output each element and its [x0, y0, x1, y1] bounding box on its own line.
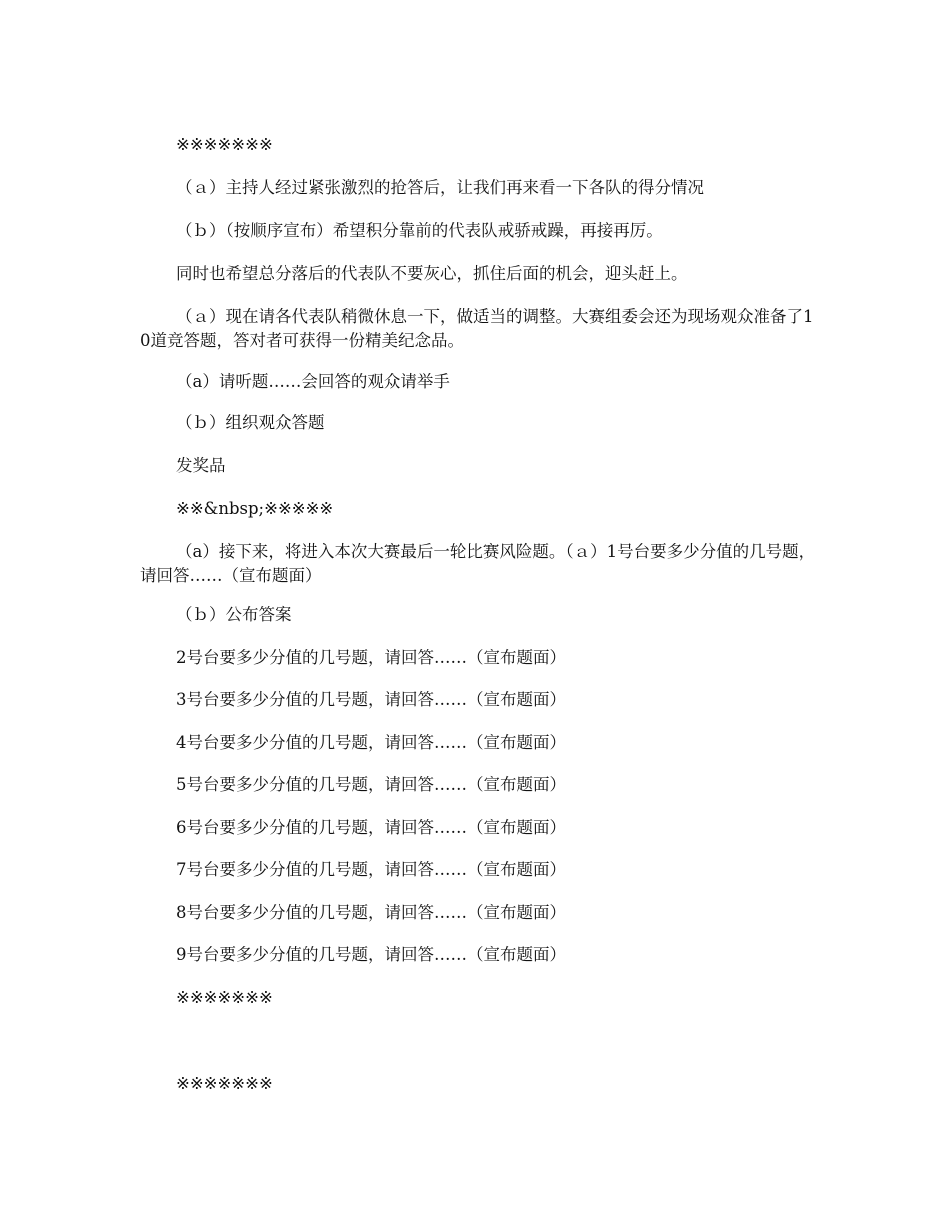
paragraph-encourage: 同时也希望总分落后的代表队不要灰心，抓住后面的机会，迎头赶上。 — [176, 264, 688, 283]
paragraph-break-audience: （ａ）现在请各代表队稍微休息一下，做适当的调整。大赛组委会还为现场观众准备了10道竞答题，答对者可获得一份精美纪念品。 — [140, 307, 814, 350]
paragraph-team-8: 8号台要多少分值的几号题，请回答……（宣布题面） — [176, 903, 566, 922]
paragraph-publish-answer: （ｂ）公布答案 — [176, 605, 292, 624]
paragraph-team-9: 9号台要多少分值的几号题，请回答……（宣布题面） — [176, 945, 566, 964]
separator-top: ※※※※※※※ — [176, 135, 273, 154]
paragraph-listen-question: （a）请听题……会回答的观众请举手 — [176, 372, 450, 391]
paragraph-team-5: 5号台要多少分值的几号题，请回答……（宣布题面） — [176, 775, 566, 794]
paragraph-team-2: 2号台要多少分值的几号题，请回答……（宣布题面） — [176, 648, 566, 667]
separator-middle: ※※&nbsp;※※※※※ — [176, 499, 334, 518]
paragraph-team-6: 6号台要多少分值的几号题，请回答……（宣布题面） — [176, 818, 566, 837]
paragraph-team-4: 4号台要多少分值的几号题，请回答……（宣布题面） — [176, 733, 566, 752]
paragraph-team-7: 7号台要多少分值的几号题，请回答……（宣布题面） — [176, 860, 566, 879]
paragraph-announce-order: （ｂ）（按顺序宣布）希望积分靠前的代表队戒骄戒躁，再接再厉。 — [176, 221, 663, 240]
paragraph-score-review: （ａ）主持人经过紧张激烈的抢答后，让我们再来看一下各队的得分情况 — [176, 178, 704, 197]
separator-end: ※※※※※※※ — [176, 988, 273, 1007]
paragraph-team-3: 3号台要多少分值的几号题，请回答……（宣布题面） — [176, 690, 566, 709]
paragraph-organize-audience: （ｂ）组织观众答题 — [176, 413, 325, 432]
separator-bottom: ※※※※※※※ — [176, 1074, 273, 1093]
paragraph-risk-round: （a）接下来，将进入本次大赛最后一轮比赛风险题。（ａ）1号台要多少分值的几号题，请回答……（宣布题面） — [140, 542, 816, 585]
paragraph-award: 发奖品 — [176, 456, 226, 475]
